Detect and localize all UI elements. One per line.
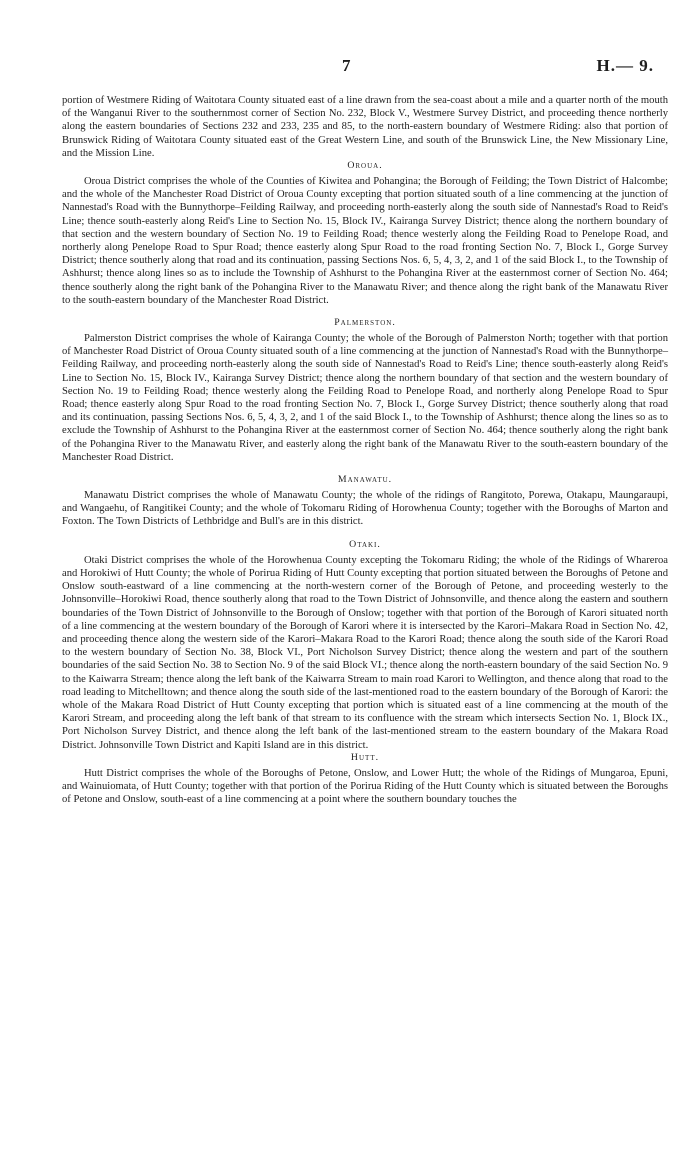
section-paragraph-manawatu: Manawatu District comprises the whole of Manawatu County; the whole of the ridings of Rangitoto, Porewa, Otakapu, Maungaraupi, and Wangaehu, of Rangitikei County; and the whole of Tokomaru Riding of Horowhenua County; together with the Boroughs of Marton and Foxton. The Town Districts of Lethbridge and Bull's are in this district. — [62, 490, 668, 528]
section-paragraph-hutt: Hutt District comprises the whole of the Boroughs of Petone, Onslow, and Lower Hutt; the whole of the Ridings of Mungaroa, Epuni, and Wainuiomata, of Hutt County; together with that portion of the Porirua Riding of the Hutt County which is situated between the Boroughs of Petone and Onslow, south-east of a line commencing at a point where the southern boundary touches the — [62, 767, 668, 806]
section-heading-hutt: Hutt. — [350, 751, 380, 763]
westmere-continuation-paragraph: portion of Westmere Riding of Waitotara County situated east of a line drawn from the sea-coast about a mile and a quarter north of the mouth of the Wanganui River to the southernmost corner of Section No. 232, Block V., Westmere Survey District, and proceeding thence northerly along the eastern boundaries of Sections 232 and 233, 235 and 85, to the north-eastern boundary of Westmere Riding: also that portion of Brunswick Riding of Waitotara County situated east of the Great Western Line, and south of the Brunswick Line, the New Missionary Line, and the Mission Line. — [62, 95, 668, 159]
section-paragraph-palmerston: Palmerston District comprises the whole of Kairanga County; the whole of the Borough of Palmerston North; together with that portion of Manchester Road District of Oroua County situated south of a line commencing at the junction of Nannestad's Road with the Bunnythorpe–Feilding Railway, and proceeding north-easterly along the south side of Nannestad's Road to Reid's Line; thence south-easterly along Reid's Line to Section No. 15, Block IV., Kairanga Survey District; thence along the northern boundary of that section and the western boundary of Section No. 19 to Feilding Road; thence westerly along the Feilding Road to Penelope Road, and northerly along Penelope Road to Spur Road; thence easterly along Spur Road to the road fronting Section No. 7, Block I., Gorge Survey District; thence southerly along that road and its continuation, passing Sections Nos. 6, 5, 4, 3, 2, and 1 of the said Block I., to the Township of Ashhurst; thence along the lines so as to exclude the Township of Ashhurst to the Pohangina River at the easternmost corner of Section No. 464; thence southerly along the right bank of the Pohangina River to the Manawatu River, and easterly along the right bank of the Manawatu River to the south-eastern boundary of the Manchester Road District. — [62, 333, 668, 463]
section-heading-palmerston: Palmerston. — [334, 317, 396, 329]
document-page — [62, 56, 668, 806]
section-heading-oroua: Oroua. — [347, 160, 383, 172]
section-heading-manawatu: Manawatu. — [337, 474, 393, 486]
section-paragraph-oroua: Oroua District comprises the whole of the Counties of Kiwitea and Pohangina; the Borough of Feilding; the Town District of Halcombe; and the whole of the Manchester Road District of Oroua County excepting that portion situated south of a line commencing at the junction of Nannestad's Road with the Bunnythorpe–Feilding Railway, and proceeding north-easterly along the south side of Nannestad's Road to Reid's Line; thence south-easterly along Reid's Line to Section No. 15, Block IV., Kairanga Survey District; thence along the northern boundary of that section and the western boundary of Section No. 19 to Feilding Road; thence westerly along the Feilding Road to Penelope Road, and northerly along Penelope Road to Spur Road; thence easterly along Spur Road to the road fronting Section No. 7, Block I., Gorge Survey District; thence southerly along that road and its continuation, passing Sections Nos. 6, 5, 4, 3, 2, and 1 of the said Block I., to the Township of Ashhurst; thence along lines so as to include the Township of Ashhurst to the Pohangina River at the easternmost corner of Section No. 464; thence southerly along the right bank of the Pohangina River to the Manawatu River; and thence along the right bank of the Manawatu River to the south-eastern boundary of the Manchester Road District. — [62, 176, 668, 306]
section-heading-otaki: Otaki. — [349, 538, 381, 550]
document-reference: H.— 9. — [596, 56, 654, 75]
section-paragraph-otaki: Otaki District comprises the whole of the Horowhenua County excepting the Tokomaru Riding; the whole of the Ridings of Whareroa and Horokiwi of Hutt County; the whole of Porirua Riding of Hutt County excepting that portion situated between the Boroughs of Petone and Onslow south-eastward of a line commencing at the north-western corner of the Borough of Petone, and proceeding westerly to the Johnsonville–Horokiwi Road, thence southerly along that road to the Town District of Johnsonville, and thence along the eastern and southern boundaries of the Town District of Johnsonville to the Borough of Onslow; together with that portion of the Borough of Karori situated north of a line commencing at the western boundary of the Borough of Karori where it is intersected by the Karori–Makara Road in Section No. 42, and proceeding thence along the western side of the Karori–Makara Road to the Karori Road; thence along the south side of the Karori Road to the western boundary of Section No. 38, Block VI., Port Nicholson Survey District; thence along the western and part of the southern boundaries of the said Section No. 38 to Section No. 9 of the said Block VI.; thence along the north-eastern boundary of the said Section No. 9 to the Kaiwarra Stream; thence along the left bank of the Kaiwarra Stream to main road Karori to Wellington, and thence along that road to the road leading to Mitchelltown; and thence along the south side of the last-mentioned road to the eastern boundary of the Borough of Karori: the whole of the Makara Road District of Hutt County excepting that portion which is situated east of a line commencing at the mouth of the Karori Stream, and proceeding along the left bank of that stream to its confluence with the stream which intersects Section No. 1, Block IX., Port Nicholson Survey District, and thence along the left bank of the last-mentioned stream to the eastern boundary of the Makara Road District. Johnsonville Town District and Kapiti Island are in this district. — [62, 554, 668, 751]
page-header — [62, 56, 668, 94]
page-number: 7 — [342, 56, 351, 75]
